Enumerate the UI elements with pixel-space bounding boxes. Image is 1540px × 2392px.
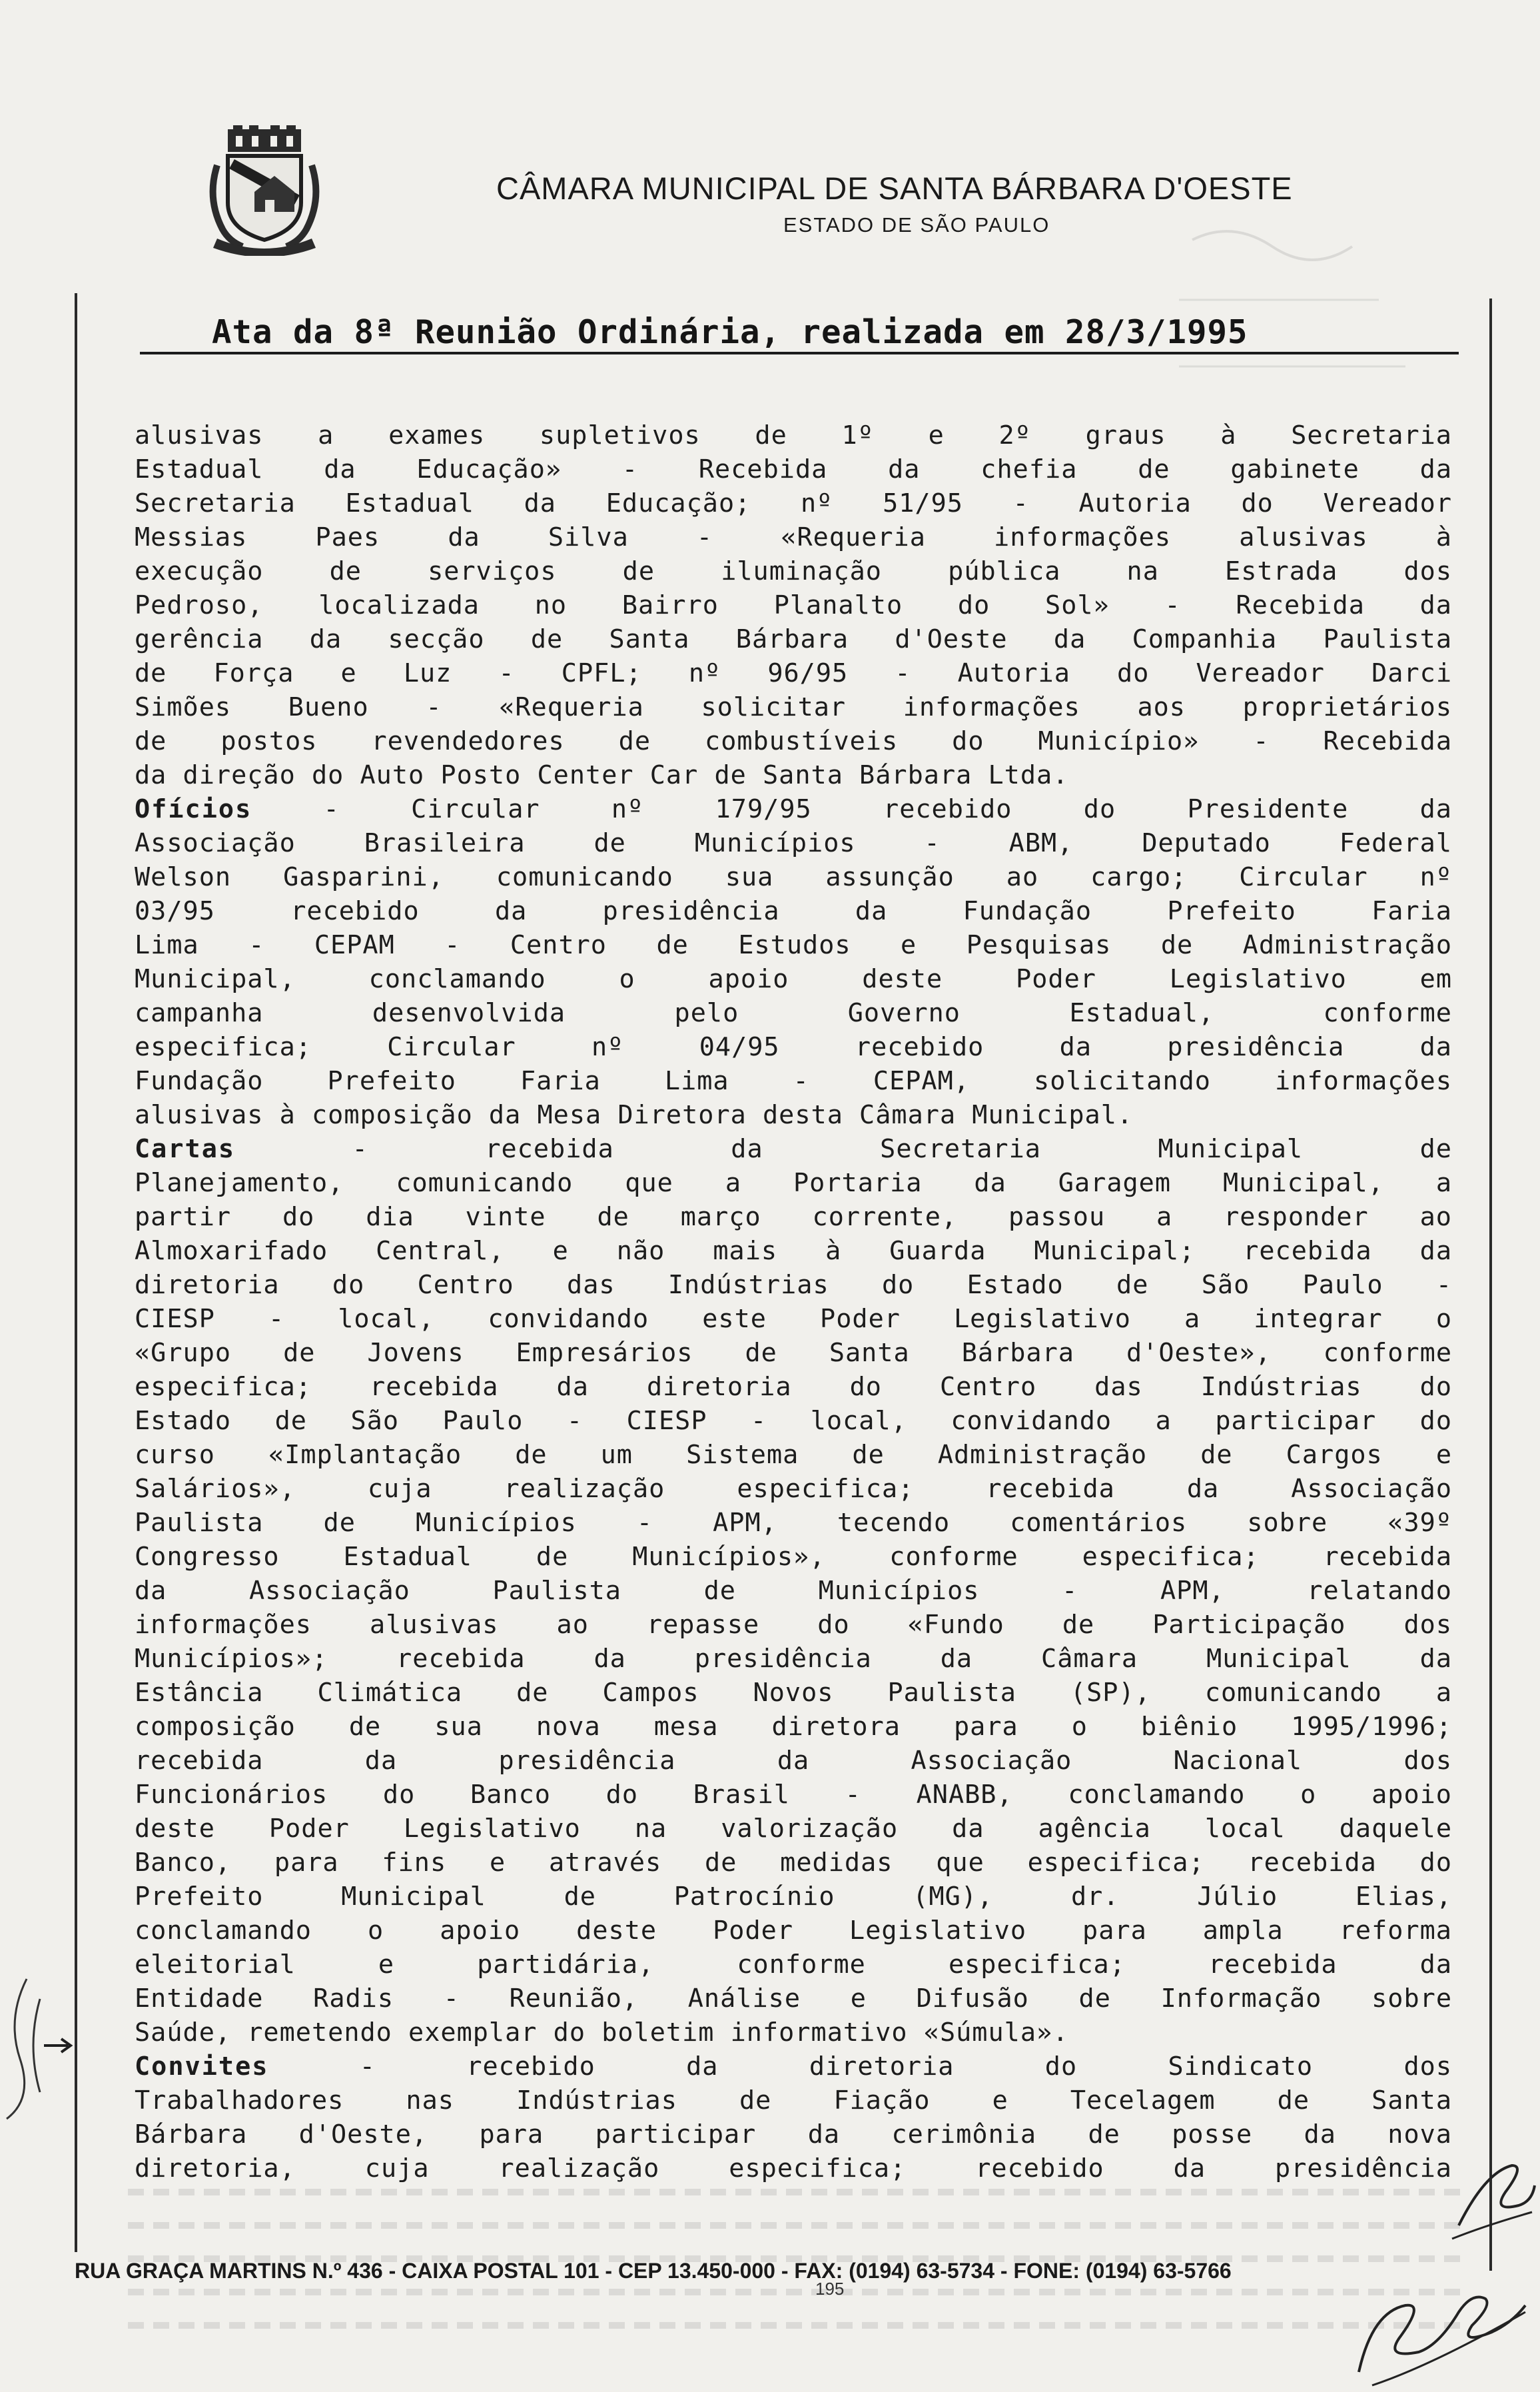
- text-line: [135, 452, 1452, 486]
- text-line: [135, 1506, 1452, 1540]
- text-line: [135, 2050, 1452, 2084]
- line-text: conclamando o apoio deste Poder Legislativo para ampla reforma: [135, 1916, 1452, 1946]
- institution-state: ESTADO DE SÃO PAULO: [783, 213, 1050, 237]
- text-line: [135, 1846, 1452, 1880]
- section-heading: Ofícios: [135, 794, 252, 824]
- line-text: Entidade Radis - Reunião, Análise e Difusão de Informação sobre: [135, 1984, 1452, 2014]
- text-line: [135, 1166, 1452, 1200]
- line-text: - recebido da diretoria do Sindicato dos: [268, 2052, 1452, 2082]
- text-line: [135, 2117, 1452, 2151]
- text-line: [135, 1098, 1452, 1132]
- line-text: Associação Brasileira de Municípios - ABM, Deputado Federal: [135, 828, 1452, 858]
- line-text: Trabalhadores nas Indústrias de Fiação e Tecelagem de Santa: [135, 2086, 1452, 2115]
- section-heading: Convites: [135, 2052, 269, 2082]
- section-heading: Cartas: [135, 1134, 236, 1164]
- text-line: [135, 1540, 1452, 1574]
- line-text: eleitorial e partidária, conforme especifica; recebida da: [135, 1950, 1452, 1980]
- right-margin-rule: [1489, 299, 1492, 2271]
- text-line: [135, 1370, 1452, 1404]
- text-line: [135, 1302, 1452, 1336]
- show-through-bottom: [128, 2179, 1460, 2392]
- line-text: Secretaria Estadual da Educação; nº 51/95 - Autoria do Vereador: [135, 488, 1452, 518]
- text-line: [135, 1710, 1452, 1744]
- line-text: Estadual da Educação» - Recebida da chefia de gabinete da: [135, 454, 1452, 484]
- line-text: Salários», cuja realização especifica; recebida da Associação: [135, 1474, 1452, 1504]
- line-text: Funcionários do Banco do Brasil - ANABB, conclamando o apoio: [135, 1780, 1452, 1810]
- text-line: [135, 1880, 1452, 1914]
- footer-address: RUA GRAÇA MARTINS N.º 436 - CAIXA POSTAL 101 - CEP 13.450-000 - FAX: (0194) 63-5734 - FONE: (0194) 63-5766: [75, 2259, 1232, 2283]
- left-margin-rule: [75, 293, 77, 2252]
- text-line: [135, 520, 1452, 554]
- text-line: [135, 894, 1452, 928]
- text-line: [135, 1812, 1452, 1846]
- text-line: [135, 860, 1452, 894]
- line-text: especifica; recebida da diretoria do Centro das Indústrias do: [135, 1372, 1452, 1402]
- text-line: [135, 1132, 1452, 1166]
- line-text: da Associação Paulista de Municípios - APM, relatando: [135, 1576, 1452, 1606]
- text-line: [135, 962, 1452, 996]
- page-number: 195: [815, 2279, 845, 2299]
- text-line: [135, 418, 1452, 452]
- line-text: 03/95 recebido da presidência da Fundação Prefeito Faria: [135, 896, 1452, 926]
- line-text: execução de serviços de iluminação pública na Estrada dos: [135, 556, 1452, 586]
- minutes-body-text: [135, 418, 1452, 2185]
- line-text: Congresso Estadual de Municípios», conforme especifica; recebida: [135, 1542, 1452, 1572]
- text-line: [135, 588, 1452, 622]
- text-line: [135, 1948, 1452, 1982]
- text-line: [135, 792, 1452, 826]
- institution-name: CÂMARA MUNICIPAL DE SANTA BÁRBARA D'OESTE: [496, 171, 1293, 206]
- line-text: Planejamento, comunicando que a Portaria da Garagem Municipal, a: [135, 1168, 1452, 1198]
- text-line: [135, 758, 1452, 792]
- line-text: Estância Climática de Campos Novos Paulista (SP), comunicando a: [135, 1678, 1452, 1708]
- line-text: Fundação Prefeito Faria Lima - CEPAM, solicitando informações: [135, 1066, 1452, 1096]
- line-text: - Circular nº 179/95 recebido do Presidente da: [252, 794, 1452, 824]
- text-line: [135, 1608, 1452, 1642]
- line-text: Simões Bueno - «Requeria solicitar informações aos proprietários: [135, 692, 1452, 722]
- text-line: [135, 1676, 1452, 1710]
- municipal-seal-icon: [208, 125, 321, 256]
- text-line: [135, 1268, 1452, 1302]
- text-line: [135, 486, 1452, 520]
- line-text: recebida da presidência da Associação Nacional dos: [135, 1746, 1452, 1776]
- line-text: campanha desenvolvida pelo Governo Estadual, conforme: [135, 998, 1452, 1028]
- text-line: [135, 1778, 1452, 1812]
- text-line: [135, 2016, 1452, 2050]
- show-through-lines-icon: [128, 2179, 1460, 2392]
- text-line: [135, 1064, 1452, 1098]
- line-text: de Força e Luz - CPFL; nº 96/95 - Autoria do Vereador Darci: [135, 658, 1452, 688]
- line-text: Messias Paes da Silva - «Requeria informações alusivas à: [135, 522, 1452, 552]
- show-through-top: [1152, 213, 1452, 400]
- line-text: Banco, para fins e através de medidas que especifica; recebida do: [135, 1848, 1452, 1878]
- line-text: CIESP - local, convidando este Poder Legislativo a integrar o: [135, 1304, 1452, 1334]
- handwritten-initial-right-icon: [1445, 2145, 1539, 2245]
- text-line: [135, 2084, 1452, 2117]
- line-text: Municípios»; recebida da presidência da Câmara Municipal da: [135, 1644, 1452, 1674]
- text-line: [135, 1472, 1452, 1506]
- text-line: [135, 1914, 1452, 1948]
- text-line: [135, 996, 1452, 1030]
- text-line: [135, 1404, 1452, 1438]
- document-title: Ata da 8ª Reunião Ordinária, realizada em 28/3/1995: [212, 313, 1248, 351]
- title-underline: [140, 352, 1459, 354]
- line-text: Saúde, remetendo exemplar do boletim informativo «Súmula».: [135, 2018, 1069, 2048]
- text-line: [135, 928, 1452, 962]
- handwritten-mark-left-icon: [0, 1972, 53, 2125]
- line-text: alusivas a exames supletivos de 1º e 2º graus à Secretaria: [135, 420, 1452, 450]
- line-text: Lima - CEPAM - Centro de Estudos e Pesquisas de Administração: [135, 930, 1452, 960]
- text-line: [135, 1574, 1452, 1608]
- line-text: partir do dia vinte de março corrente, passou a responder ao: [135, 1202, 1452, 1232]
- line-text: informações alusivas ao repasse do «Fundo de Participação dos: [135, 1610, 1452, 1640]
- line-text: Municipal, conclamando o apoio deste Poder Legislativo em: [135, 964, 1452, 994]
- line-text: «Grupo de Jovens Empresários de Santa Bárbara d'Oeste», conforme: [135, 1338, 1452, 1368]
- line-text: de postos revendedores de combustíveis do Município» - Recebida: [135, 726, 1452, 756]
- line-text: Welson Gasparini, comunicando sua assunção ao cargo; Circular nº: [135, 862, 1452, 892]
- text-line: [135, 1200, 1452, 1234]
- text-line: [135, 1982, 1452, 2016]
- line-text: Paulista de Municípios - APM, tecendo comentários sobre «39º: [135, 1508, 1452, 1538]
- text-line: [135, 656, 1452, 690]
- line-text: especifica; Circular nº 04/95 recebido da presidência da: [135, 1032, 1452, 1062]
- line-text: - recebida da Secretaria Municipal de: [235, 1134, 1452, 1164]
- line-text: Almoxarifado Central, e não mais à Guarda Municipal; recebida da: [135, 1236, 1452, 1266]
- line-text: Bárbara d'Oeste, para participar da cerimônia de posse da nova: [135, 2119, 1452, 2149]
- text-line: [135, 554, 1452, 588]
- show-through-scribble-icon: [1152, 213, 1452, 400]
- line-text: alusivas à composição da Mesa Diretora desta Câmara Municipal.: [135, 1100, 1134, 1130]
- line-text: composição de sua nova mesa diretora para o biênio 1995/1996;: [135, 1712, 1452, 1742]
- line-text: da direção do Auto Posto Center Car de Santa Bárbara Ltda.: [135, 760, 1069, 790]
- text-line: [135, 1438, 1452, 1472]
- line-text: deste Poder Legislativo na valorização da agência local daquele: [135, 1814, 1452, 1844]
- text-line: [135, 1336, 1452, 1370]
- text-line: [135, 1744, 1452, 1778]
- line-text: Estado de São Paulo - CIESP - local, convidando a participar do: [135, 1406, 1452, 1436]
- line-text: diretoria do Centro das Indústrias do Estado de São Paulo -: [135, 1270, 1452, 1300]
- line-text: curso «Implantação de um Sistema de Administração de Cargos e: [135, 1440, 1452, 1470]
- text-line: [135, 724, 1452, 758]
- line-text: Pedroso, localizada no Bairro Planalto do Sol» - Recebida da: [135, 590, 1452, 620]
- line-text: diretoria, cuja realização especifica; recebido da presidência: [135, 2153, 1452, 2183]
- line-text: gerência da secção de Santa Bárbara d'Oeste da Companhia Paulista: [135, 624, 1452, 654]
- text-line: [135, 826, 1452, 860]
- text-line: [135, 1642, 1452, 1676]
- text-line: [135, 690, 1452, 724]
- text-line: [135, 1030, 1452, 1064]
- text-line: [135, 1234, 1452, 1268]
- line-text: Prefeito Municipal de Patrocínio (MG), dr. Júlio Elias,: [135, 1882, 1452, 1912]
- text-line: [135, 622, 1452, 656]
